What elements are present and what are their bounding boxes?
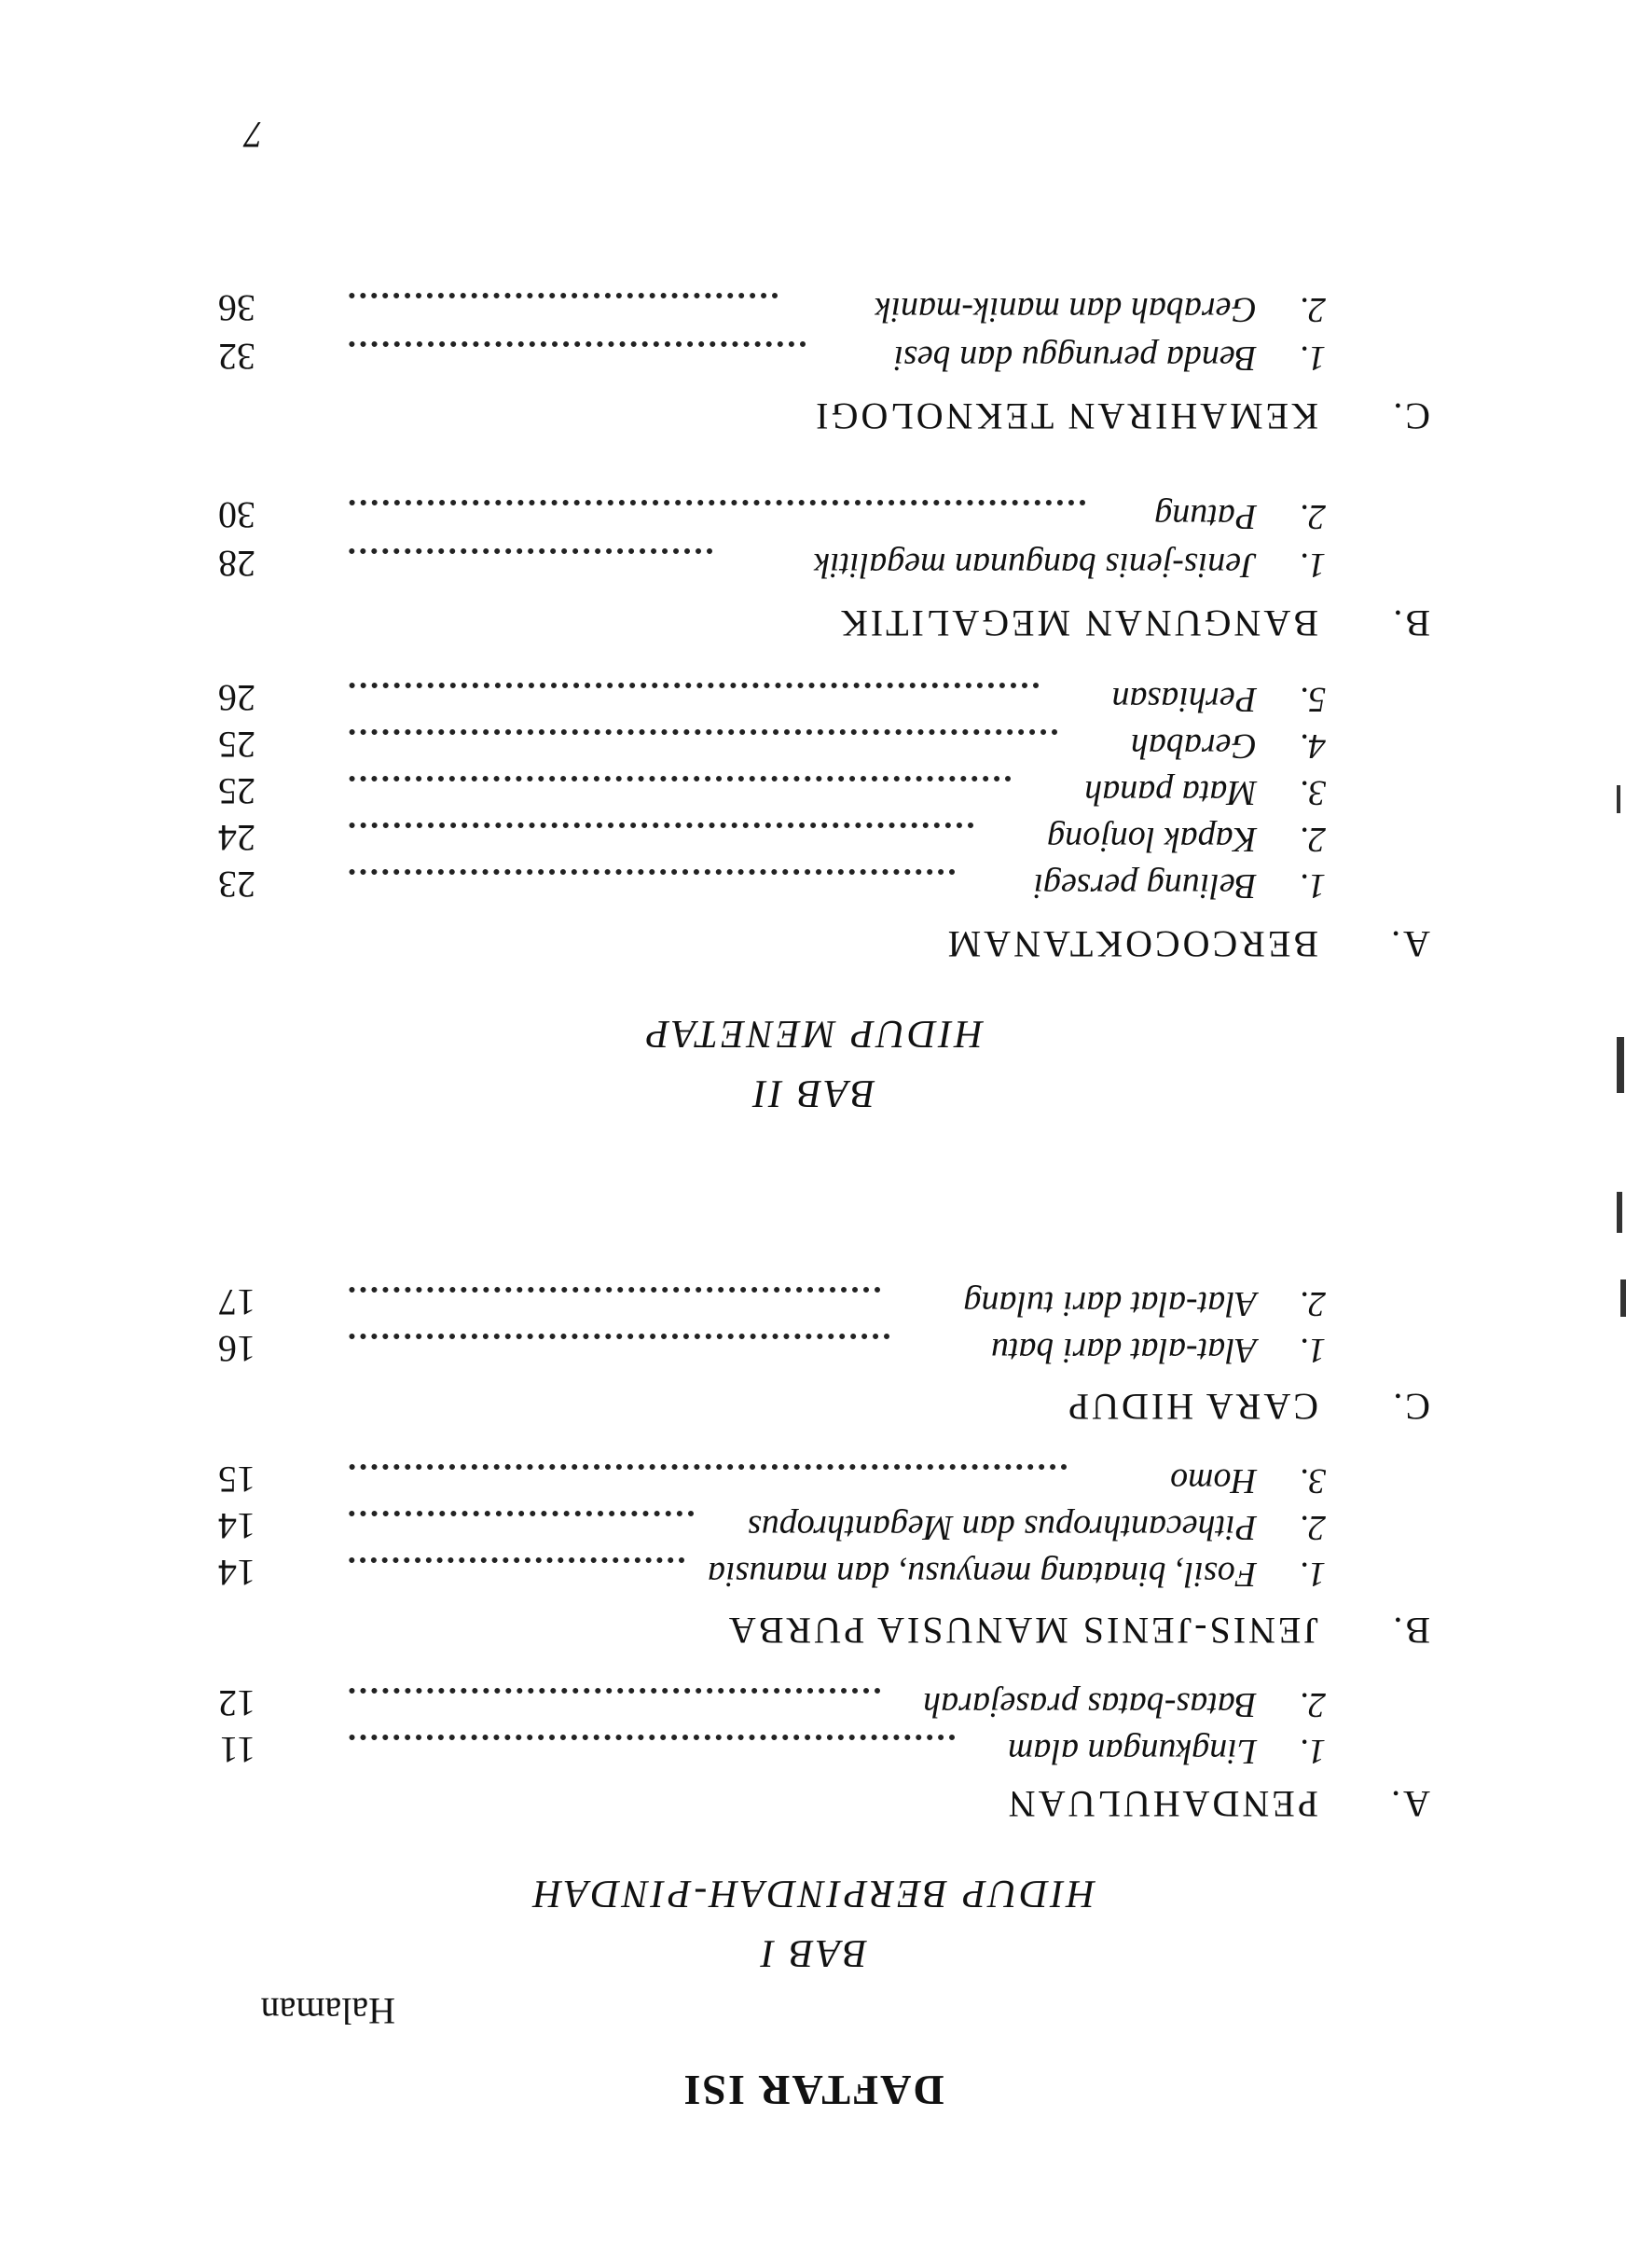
section-letter: C. [1390,395,1430,437]
item-title: Lingkungan alam [1007,1732,1257,1771]
item-page: 24 [218,817,255,859]
item-number: 1. [1299,546,1326,585]
toc-item [991,1330,1326,1371]
section-heading [838,602,1430,645]
scan-mark [1617,785,1620,813]
leader-dots [349,545,712,554]
leader-dots [349,1507,694,1516]
section-heading [726,1609,1430,1653]
item-page: 14 [218,1505,255,1547]
toc-item [1047,819,1326,860]
item-page: 16 [218,1328,255,1370]
scan-mark [1617,1037,1624,1093]
item-number: 1. [1299,1555,1326,1594]
section-title: BANGUNAN MEGALITIK [837,602,1318,644]
item-page: 32 [218,336,255,378]
leader-dots [349,865,955,875]
toc-item [1033,865,1326,906]
item-number: 1. [1299,1732,1326,1771]
page-folio: 7 [244,114,263,156]
item-page: 17 [218,1281,255,1323]
item-title: Gerabah [1130,726,1257,766]
toc-item [1154,496,1326,537]
toc-item [1111,679,1326,720]
section-title: CARA HIDUP [1065,1386,1318,1428]
leader-dots [349,338,806,347]
item-number: 2. [1299,497,1326,536]
toc-item [963,1283,1326,1324]
chapter-2-title: HIDUP MENETAP [642,1012,984,1055]
toc-item [875,289,1326,330]
leader-dots [349,1460,1067,1470]
item-number: 2. [1299,1685,1326,1724]
scan-mark [1617,1192,1622,1233]
item-title: Homo [1170,1461,1257,1500]
item-title: Mata panah [1084,773,1257,812]
item-title: Patung [1154,497,1257,536]
item-title: Alat-alat dari batu [991,1331,1257,1370]
scan-mark [1620,1279,1626,1317]
item-page: 23 [218,864,255,906]
section-letter: B. [1390,1610,1430,1652]
toc-item [1008,1731,1326,1772]
item-title: Fosil, binatang menyusu, dan manusia [708,1555,1257,1594]
item-number: 1. [1299,866,1326,906]
item-number: 2. [1299,290,1326,329]
item-page: 30 [218,494,255,536]
chapter-1-heading: BAB I [758,1931,868,1974]
item-title: Pithecanthropus dan Meganthropus [747,1508,1257,1547]
section-letter: B. [1390,602,1430,644]
section-heading [1066,1385,1430,1429]
item-number: 2. [1299,820,1326,859]
toc-item [1170,1460,1326,1501]
item-title: Kapak lonjong [1047,820,1257,859]
section-title: KEMAHIRAN TEKNOLOGI [813,395,1318,437]
page-column-label: Halaman [260,1990,395,2032]
section-title: JENIS-JENIS MANUSIA PURBA [725,1610,1318,1652]
chapter-2-heading: BAB II [751,1072,875,1114]
item-title: Batas-batas prasejarah [923,1685,1257,1724]
item-title: Perhiasan [1111,680,1257,719]
toc-item [1084,772,1326,813]
leader-dots [349,772,1011,781]
item-title: Jenis-jenis bangunan megalitik [814,546,1257,585]
section-heading [945,922,1430,966]
item-page: 28 [218,543,255,585]
toc-item [923,1684,1326,1725]
toc-item [748,1507,1326,1548]
section-heading [1006,1782,1430,1826]
section-letter: A. [1388,923,1430,965]
toc-item [814,545,1326,586]
toc-item [708,1554,1326,1595]
item-page: 15 [218,1459,255,1500]
chapter-1-title: HIDUP BERPINDAH-PINDAH [531,1872,1095,1915]
item-page: 25 [218,724,255,766]
item-page: 25 [218,770,255,812]
leader-dots [349,1283,880,1293]
section-title: PENDAHULUAN [1005,1783,1318,1825]
section-letter: A. [1388,1783,1430,1825]
item-number: 2. [1299,1284,1326,1323]
leader-dots [349,496,1085,505]
item-number: 1. [1299,339,1326,378]
leader-dots [349,1684,880,1694]
item-number: 3. [1299,773,1326,812]
item-number: 3. [1299,1461,1326,1500]
item-number: 2. [1299,1508,1326,1547]
item-page: 12 [218,1682,255,1724]
leader-dots [349,289,778,298]
item-page: 36 [218,287,255,329]
item-number: 4. [1299,726,1326,766]
item-page: 11 [219,1729,255,1771]
section-letter: C. [1390,1386,1430,1428]
item-page: 14 [218,1552,255,1594]
item-title: Benda perunggu dan besi [893,339,1257,378]
page-title: DAFTAR ISI [682,2067,944,2114]
item-title: Gerabah dan manik-manik [875,290,1257,329]
leader-dots [349,819,973,828]
item-page: 26 [218,677,255,719]
item-title: Beliung persegi [1033,866,1257,906]
leader-dots [349,1554,684,1563]
leader-dots [349,726,1057,735]
item-number: 5. [1299,680,1326,719]
leader-dots [349,1330,889,1339]
item-number: 1. [1299,1331,1326,1370]
leader-dots [349,1731,955,1740]
leader-dots [349,679,1039,688]
section-heading [813,394,1430,438]
item-title: Alat-alat dari tulang [963,1284,1257,1323]
section-title: BERCOCOKTANAM [944,923,1318,965]
toc-item [894,338,1326,379]
toc-item [1131,726,1326,767]
